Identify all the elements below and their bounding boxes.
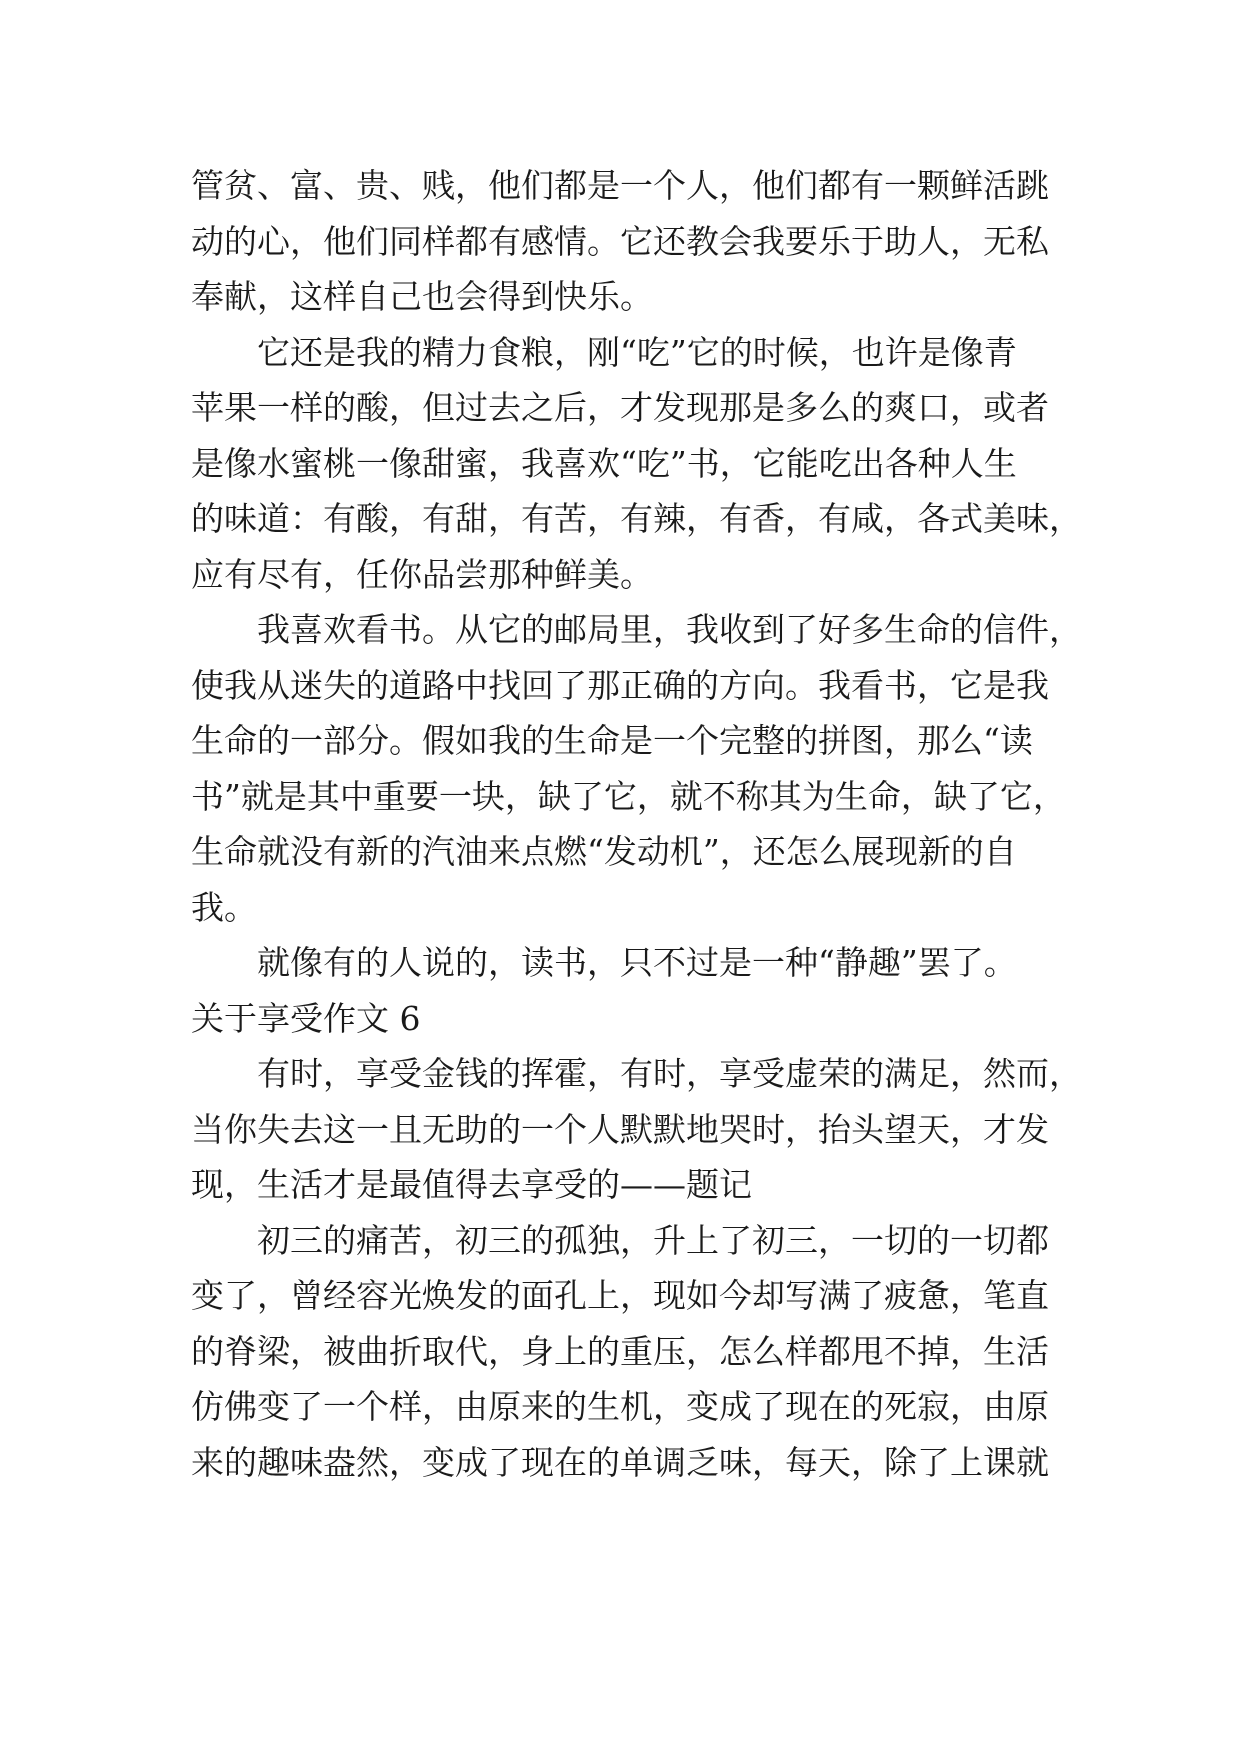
body-text: [191, 158, 1082, 1490]
text-line: 现，生活才是最值得去享受的——题记: [191, 1165, 752, 1204]
paragraph-first-line: 就像有的人说的，读书，只不过是一种“静趣”罢了。: [257, 943, 1017, 982]
text-line: 我。: [191, 887, 257, 927]
paragraph-first-line: 有时，享受金钱的挥霍，有时，享受虚荣的满足，然而，: [257, 1054, 1082, 1093]
section-heading: 关于享受作文 6: [191, 998, 421, 1038]
text-line: 生命的一部分。假如我的生命是一个完整的拼图，那么“读: [191, 721, 1033, 760]
text-line: 仿佛变了一个样，由原来的生机，变成了现在的死寂，由原: [191, 1387, 1049, 1426]
text-line: 的味道：有酸，有甜，有苦，有辣，有香，有咸，各式美味，: [191, 499, 1082, 538]
text-line: 来的趣味盎然，变成了现在的单调乏味，每天，除了上课就: [191, 1442, 1049, 1482]
text-line: 变了，曾经容光焕发的面孔上，现如今却写满了疲惫，笔直: [191, 1276, 1049, 1315]
paragraph-first-line: 初三的痛苦，初三的孤独，升上了初三，一切的一切都: [257, 1220, 1049, 1260]
text-line: 使我从迷失的道路中找回了那正确的方向。我看书，它是我: [191, 665, 1049, 705]
text-line: 生命就没有新的汽油来点燃“发动机”，还怎么展现新的自: [191, 832, 1017, 871]
paragraph-first-line: 我喜欢看书。从它的邮局里，我收到了好多生命的信件，: [257, 610, 1082, 649]
text-line: 动的心，他们同样都有感情。它还教会我要乐于助人，无私: [191, 221, 1049, 261]
text-line: 管贫、富、贵、贱，他们都是一个人，他们都有一颗鲜活跳: [191, 166, 1049, 205]
text-line: 应有尽有，任你品尝那种鲜美。: [191, 554, 653, 594]
text-line: 的脊梁，被曲折取代，身上的重压，怎么样都甩不掉，生活: [191, 1331, 1049, 1371]
text-line: 苹果一样的酸，但过去之后，才发现那是多么的爽口，或者: [191, 388, 1049, 427]
paragraph-first-line: 它还是我的精力食粮，刚“吃”它的时候，也许是像青: [257, 332, 1017, 372]
text-line: 书”就是其中重要一块，缺了它，就不称其为生命，缺了它，: [191, 776, 1066, 816]
text-line: 是像水蜜桃一像甜蜜，我喜欢“吃”书，它能吃出各种人生: [191, 443, 1017, 483]
text-line: 奉献，这样自己也会得到快乐。: [191, 277, 653, 316]
text-line: 当你失去这一且无助的一个人默默地哭时，抬头望天，才发: [191, 1109, 1049, 1149]
